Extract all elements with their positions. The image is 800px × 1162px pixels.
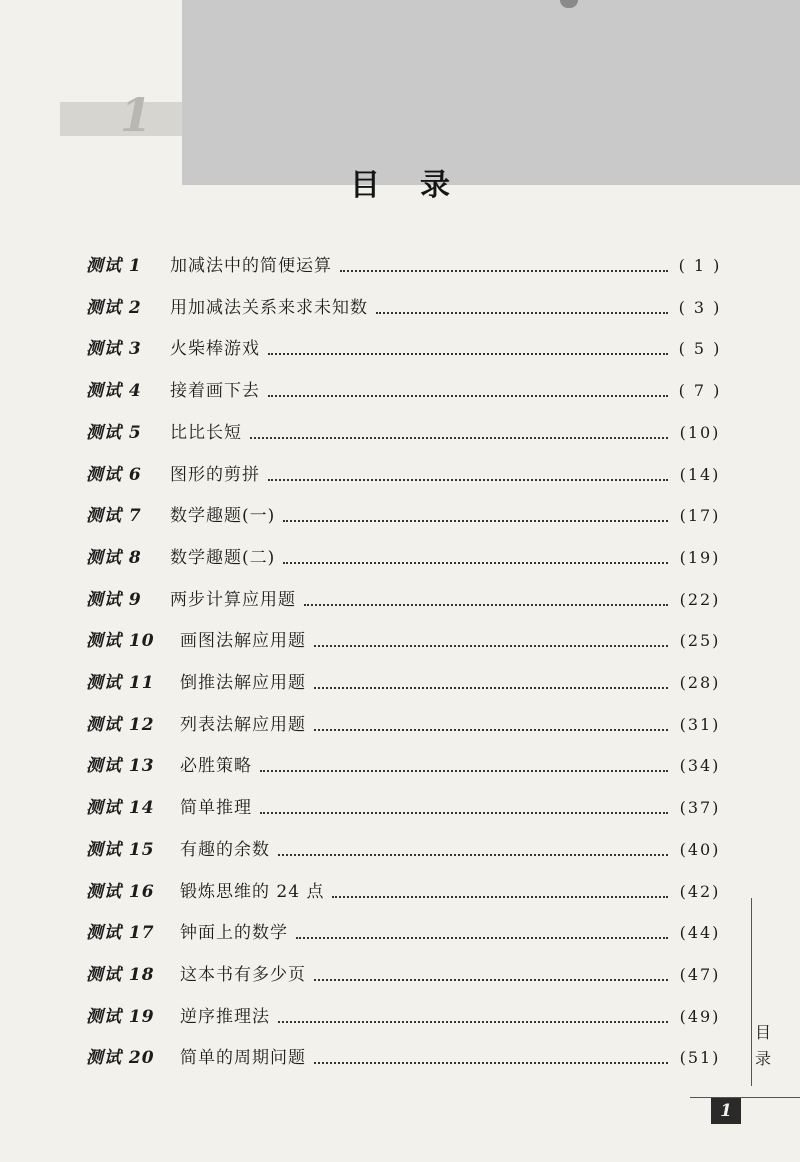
side-tab-char: 录 <box>754 1049 771 1068</box>
toc-entry-page: (28) <box>672 667 728 699</box>
toc-entry[interactable] <box>0 584 800 616</box>
toc-entry-label: 测试 2 <box>86 297 142 318</box>
toc-entry[interactable] <box>0 1001 800 1033</box>
toc-entry[interactable] <box>0 417 800 449</box>
dot-leader <box>340 270 668 272</box>
toc-entry[interactable] <box>0 459 800 491</box>
dot-leader <box>314 645 668 647</box>
toc-entry-page: (47) <box>672 959 728 991</box>
toc-entry[interactable] <box>0 1042 800 1074</box>
dot-leader <box>314 1062 668 1064</box>
toc-entry-topic: 锻炼思维的 24 点 <box>180 876 330 908</box>
header-gray-band <box>182 0 800 185</box>
corner-page-number: 1 <box>120 88 153 142</box>
dot-leader <box>260 812 668 814</box>
toc-entry-topic: 火柴棒游戏 <box>170 333 266 365</box>
page-title: 目录 <box>350 168 490 203</box>
toc-entry[interactable] <box>0 500 800 532</box>
toc-entry[interactable] <box>0 876 800 908</box>
toc-entry-label: 测试 7 <box>86 506 142 527</box>
toc-entry-topic: 图形的剪拼 <box>170 459 266 491</box>
toc-entry-page: (14) <box>672 459 728 491</box>
toc-entry[interactable] <box>0 709 800 741</box>
toc-entry[interactable] <box>0 333 800 365</box>
page-number: 1 <box>711 1098 741 1124</box>
toc-entry-label: 测试 11 <box>86 673 155 693</box>
toc-entry-page: (34) <box>672 750 728 782</box>
toc-entry[interactable] <box>0 542 800 574</box>
dot-leader <box>260 770 668 772</box>
toc-entry-topic: 数学趣题(二) <box>170 542 281 574</box>
toc-entry[interactable] <box>0 250 800 282</box>
dot-leader <box>250 437 668 439</box>
dot-leader <box>278 854 668 856</box>
toc-entry-page: (51) <box>672 1042 728 1074</box>
toc-entry[interactable] <box>0 625 800 657</box>
toc-entry-topic: 用加减法关系来求未知数 <box>170 292 374 324</box>
toc-entry-topic: 画图法解应用题 <box>180 625 312 657</box>
toc-entry-page: (40) <box>672 834 728 866</box>
toc-entry[interactable] <box>0 792 800 824</box>
footer-rule <box>690 1097 800 1098</box>
dot-leader <box>296 937 668 939</box>
toc-entry[interactable] <box>0 292 800 324</box>
dot-leader <box>268 395 668 397</box>
toc-entry-label: 测试 18 <box>86 964 155 985</box>
toc-entry-topic: 加减法中的简便运算 <box>170 250 338 282</box>
dot-leader <box>376 312 668 314</box>
dot-leader <box>304 604 668 606</box>
dot-leader <box>268 479 668 481</box>
toc-entry-label: 测试 10 <box>86 631 155 652</box>
toc-entry-topic: 有趣的余数 <box>180 834 276 866</box>
toc-entry-page: (49) <box>672 1001 728 1033</box>
dot-leader <box>283 520 668 522</box>
dot-leader <box>314 979 668 981</box>
toc-entry-topic: 逆序推理法 <box>180 1001 276 1033</box>
toc-entry-label: 测试 17 <box>86 923 155 944</box>
toc-entry-label: 测试 9 <box>86 589 142 610</box>
toc-entry-label: 测试 3 <box>86 339 142 360</box>
toc-entry-topic: 必胜策略 <box>180 750 258 782</box>
toc-entry-topic: 接着画下去 <box>170 375 266 407</box>
toc-entry-topic: 数学趣题(一) <box>170 500 281 532</box>
toc-entry-label: 测试 1 <box>86 256 142 276</box>
toc-entry-page: (25) <box>672 625 728 657</box>
toc-entry-page: (19) <box>672 542 728 574</box>
toc-entry-topic: 倒推法解应用题 <box>180 667 312 699</box>
toc-entry-label: 测试 4 <box>86 381 142 402</box>
toc-entry-topic: 简单的周期问题 <box>180 1042 312 1074</box>
dot-leader <box>268 353 668 355</box>
toc-entry-label: 测试 6 <box>86 464 142 485</box>
dot-leader <box>283 562 668 564</box>
dot-leader <box>278 1021 668 1023</box>
dot-leader <box>332 896 668 898</box>
toc-entry-topic: 比比长短 <box>170 417 248 449</box>
toc-entry[interactable] <box>0 375 800 407</box>
side-tab-label <box>752 1020 774 1072</box>
toc-entry-label: 测试 5 <box>86 422 142 443</box>
toc-entry-page: ( 5 ) <box>672 333 728 365</box>
toc-entry[interactable] <box>0 959 800 991</box>
toc-entry-label: 测试 14 <box>86 798 155 819</box>
toc-entry-page: (42) <box>672 876 728 908</box>
toc-entry-page: (22) <box>672 584 728 616</box>
toc-entry-page: (17) <box>672 500 728 532</box>
toc-entry-label: 测试 19 <box>86 1006 155 1027</box>
toc-entry[interactable] <box>0 917 800 949</box>
toc-entry-label: 测试 12 <box>86 714 155 735</box>
toc-entry-topic: 钟面上的数学 <box>180 917 294 949</box>
dot-leader <box>314 687 668 689</box>
toc-entry-page: (44) <box>672 917 728 949</box>
toc-entry-label: 测试 13 <box>86 756 155 777</box>
toc-entry-label: 测试 8 <box>86 547 142 568</box>
toc-entry[interactable] <box>0 750 800 782</box>
toc-entry-page: (31) <box>672 709 728 741</box>
dot-leader <box>314 729 668 731</box>
toc-entry-topic: 简单推理 <box>180 792 258 824</box>
toc-entry-label: 测试 15 <box>86 839 155 860</box>
toc-entry-label: 测试 20 <box>86 1048 155 1069</box>
toc-entry[interactable] <box>0 834 800 866</box>
toc-entry-label: 测试 16 <box>86 881 155 902</box>
toc-entry-topic: 列表法解应用题 <box>180 709 312 741</box>
toc-entry[interactable] <box>0 667 800 699</box>
toc-entry-topic: 两步计算应用题 <box>170 584 302 616</box>
toc-entry-page: (10) <box>672 417 728 449</box>
toc-entry-page: (37) <box>672 792 728 824</box>
toc-entry-page: ( 7 ) <box>672 375 728 407</box>
toc-entry-page: ( 1 ) <box>672 250 728 282</box>
toc-entry-page: ( 3 ) <box>672 292 728 324</box>
side-tab-char: 目 <box>754 1023 771 1042</box>
toc-entry-topic: 这本书有多少页 <box>180 959 312 991</box>
